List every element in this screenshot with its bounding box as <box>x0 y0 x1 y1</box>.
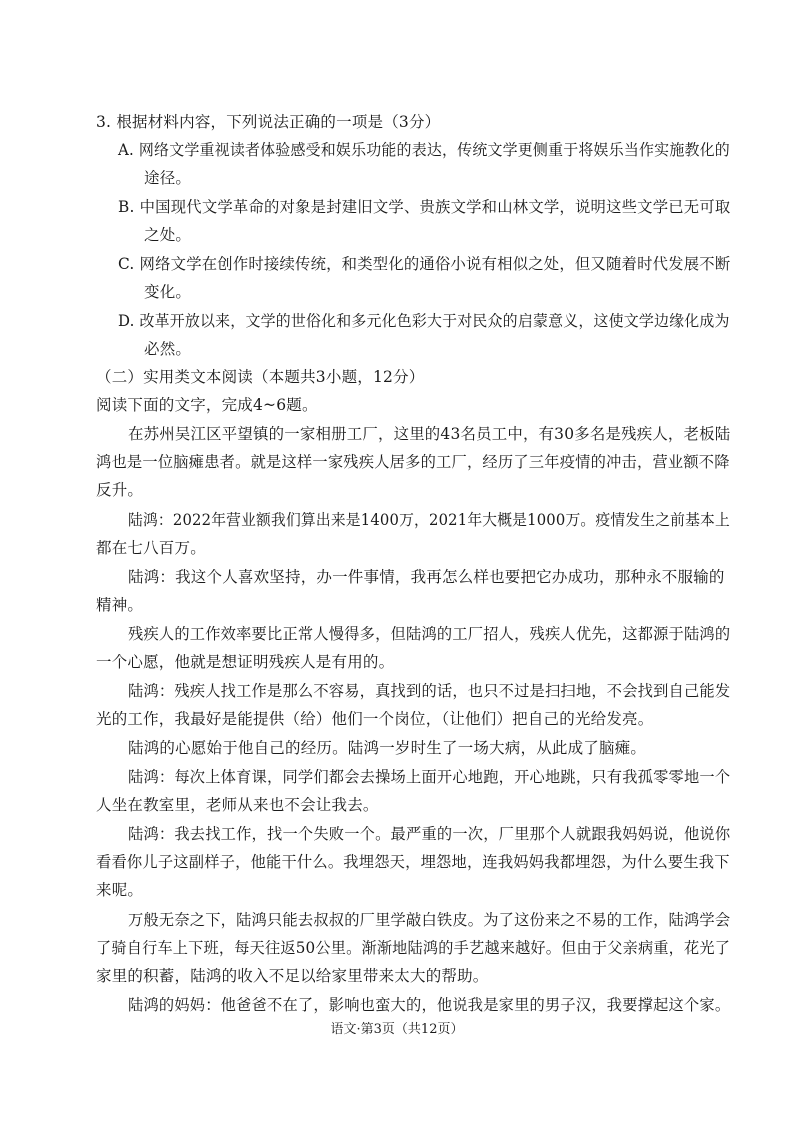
passage-p4-line1: 残疾人的工作效率要比正常人慢得多，但陆鸿的工厂招人，残疾人优先，这都源于陆鸿的 <box>128 625 731 643</box>
passage-p1-line2: 鸿也是一位脑瘫患者。就是这样一家残疾人居多的工厂，经历了三年疫情的冲击，营业额不降 <box>96 453 730 471</box>
passage-p2-line1: 陆鸿：2022年营业额我们算出来是1400万，2021年大概是1000万。疫情发生之前基本上 <box>128 511 730 529</box>
passage-p1-line3: 反升。 <box>96 481 144 499</box>
passage-p1-line1: 在苏州吴江区平望镇的一家相册工厂，这里的43名员工中，有30多名是残疾人，老板陆 <box>128 425 731 443</box>
option-a-line2: 途径。 <box>144 169 192 187</box>
passage-p5-line2: 光的工作，我最好是能提供（给）他们一个岗位，（让他们）把自己的光给发亮。 <box>96 710 654 728</box>
passage-p8-line2: 看看你儿子这副样子，他能干什么。我埋怨天，埋怨地，连我妈妈我都埋怨，为什么要生我下 <box>96 853 730 871</box>
section-heading: （二）实用类文本阅读（本题共3小题，12分） <box>96 368 425 386</box>
option-d-line2: 必然。 <box>144 340 192 358</box>
question-3-stem: 3. 根据材料内容，下列说法正确的一项是（3分） <box>96 113 441 131</box>
passage-p3-line2: 精神。 <box>96 596 144 614</box>
passage-p5-line1: 陆鸿：残疾人找工作是那么不容易，真找到的话，也只不过是扫扫地，不会找到自己能发 <box>128 682 731 700</box>
passage-p3-line1: 陆鸿：我这个人喜欢坚持，办一件事情，我再怎么样也要把它办成功，那种永不服输的 <box>128 568 725 586</box>
option-c-line1: C. 网络文学在创作时接续传统，和类型化的通俗小说有相似之处，但又随着时代发展不断 <box>118 255 731 273</box>
passage-p8-line1: 陆鸿：我去找工作，找一个失败一个。最严重的一次，厂里那个人就跟我妈妈说，他说你 <box>128 825 731 843</box>
page-footer: 语文·第3页（共12页） <box>330 1022 464 1037</box>
passage-p7-line1: 陆鸿：每次上体育课，同学们都会去操场上面开心地跑，开心地跳，只有我孤零零地一个 <box>128 768 731 786</box>
passage-p9-line2: 了骑自行车上下班，每天往返50公里。渐渐地陆鸿的手艺越来越好。但由于父亲病重，花光了 <box>96 939 731 957</box>
passage-p9-line3: 家里的积蓄，陆鸿的收入不足以给家里带来太大的帮助。 <box>96 967 489 985</box>
passage-p4-line2: 一个心愿，他就是想证明残疾人是有用的。 <box>96 653 395 671</box>
passage-p10-line1: 陆鸿的妈妈：他爸爸不在了，影响也蛮大的，他说我是家里的男子汉，我要撑起这个家。 <box>128 996 731 1014</box>
passage-p2-line2: 都在七八百万。 <box>96 539 206 557</box>
option-d-line1: D. 改革开放以来，文学的世俗化和多元化色彩大于对民众的启蒙意义，这使文学边缘化成为 <box>118 312 730 330</box>
passage-p9-line1: 万般无奈之下，陆鸿只能去叔叔的厂里学敲白铁皮。为了这份来之不易的工作，陆鸿学会 <box>128 911 731 929</box>
option-a-line1: A. 网络文学重视读者体验感受和娱乐功能的表达，传统文学更侧重于将娱乐当作实施教化的 <box>118 141 730 159</box>
section-instruction: 阅读下面的文字，完成4~6题。 <box>96 396 318 414</box>
passage-p6-line1: 陆鸿的心愿始于他自己的经历。陆鸿一岁时生了一场大病，从此成了脑瘫。 <box>128 739 647 757</box>
passage-p8-line3: 来呢。 <box>96 881 144 899</box>
option-b-line2: 之处。 <box>144 226 192 244</box>
option-b-line1: B. 中国现代文学革命的对象是封建旧文学、贵族文学和山林文学，说明这些文学已无可取 <box>118 198 731 216</box>
option-c-line2: 变化。 <box>144 283 192 301</box>
passage-p7-line2: 人坐在教室里，老师从来也不会让我去。 <box>96 796 379 814</box>
